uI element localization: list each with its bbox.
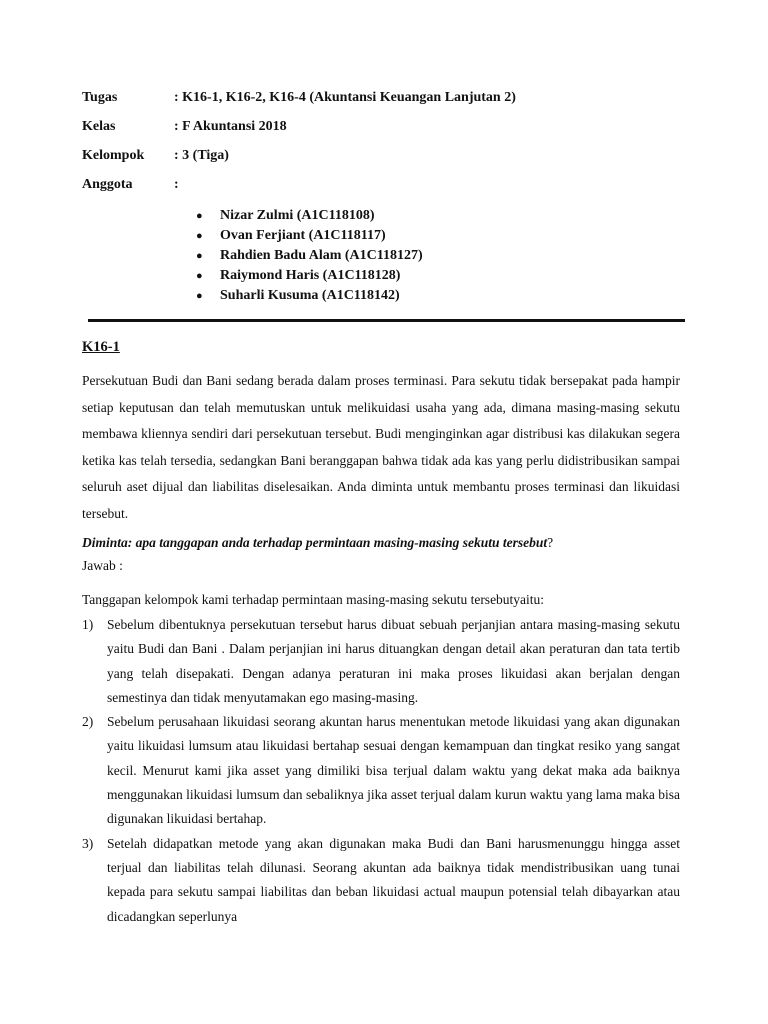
meta-value: : 3 (Tiga) [174, 148, 229, 163]
meta-label: Kelas [82, 119, 116, 134]
question-mark: ? [547, 535, 554, 550]
list-item [196, 246, 423, 266]
meta-row-tugas [82, 86, 722, 115]
meta-row-kelas [82, 115, 722, 144]
list-item [196, 226, 423, 246]
horizontal-divider [88, 319, 685, 322]
member-name: Ovan Ferjiant (A1C118117) [220, 228, 386, 243]
meta-value: : K16-1, K16-2, K16-4 (Akuntansi Keuangan Lanjutan 2) [174, 90, 516, 105]
member-name: Raiymond Haris (A1C118128) [220, 268, 401, 283]
meta-row-kelompok [82, 144, 722, 173]
bullet-icon: ● [196, 210, 203, 222]
bullet-icon: ● [196, 270, 203, 282]
bullet-icon: ● [196, 250, 203, 262]
member-name: Rahdien Badu Alam (A1C118127) [220, 248, 423, 263]
case-paragraph: Persekutuan Budi dan Bani sedang berada dalam proses terminasi. Para sekutu tidak bersepakat pada hampir setiap keputusan dan telah memutuskan untuk melikuidasi usaha yang ada, dimana masing-masing sekutu membawa kliennya sendiri dari persekutuan tersebut. Budi menginginkan agar distribusi kas dilakukan segera ketika kas telah tersedia, sedangkan Bani beranggapan bahwa tidak ada kas yang perlu didistribusikan sampai seluruh aset dijual dan liabilitas diselesaikan. Anda diminta untuk membantu proses terminasi dan likuidasi tersebut. [82, 373, 680, 521]
list-item [196, 286, 423, 306]
meta-label: Kelompok [82, 148, 145, 163]
assignment-meta [82, 86, 722, 202]
member-name: Nizar Zulmi (A1C118108) [220, 208, 375, 223]
meta-value: : [174, 177, 179, 192]
list-item [82, 613, 680, 710]
question-line [82, 532, 553, 554]
meta-label: Tugas [82, 90, 118, 105]
member-name: Suharli Kusuma (A1C118142) [220, 288, 400, 303]
item-number: 3) [82, 835, 94, 851]
meta-label: Anggota [82, 177, 133, 192]
list-item [82, 832, 680, 929]
list-item [82, 710, 680, 831]
answer-list [82, 613, 680, 929]
answer-intro: Tanggapan kelompok kami terhadap permintaan masing-masing sekutu tersebutyaitu: [82, 592, 545, 607]
section-heading: K16-1 [82, 339, 120, 355]
item-number: 1) [82, 617, 94, 632]
list-item [196, 266, 423, 286]
question-text: Diminta: apa tanggapan anda terhadap permintaan masing-masing sekutu tersebut [82, 535, 548, 550]
item-text: Sebelum dibentuknya persekutuan tersebut harus dibuat sebuah perjanjian antara masing-masing sekutu yaitu Budi dan Bani . Dalam perjanjian ini harus dituangkan dengan detail akan peraturan dan tata tertib yang telah disepakati. Dengan adanya peraturan ini maka proses likuidasi akan berjalan dengan semestinya dan tidak menyutamakan ego masing-masing. [107, 617, 680, 705]
item-number: 2) [82, 714, 94, 730]
bullet-icon: ● [196, 290, 203, 302]
meta-value: : F Akuntansi 2018 [174, 119, 287, 134]
item-text: Setelah didapatkan metode yang akan digunakan maka Budi dan Bani harusmenunggu hingga asset terjual dan liabilitas telah dilunasi. Seorang akuntan ada baiknya tidak mendistribusikan uang tunai kepada para sekutu sampai liabilitas dan beban likuidasi actual maupun potensial telah dibayarkan atau dicadangkan seperlunya [107, 835, 680, 924]
list-item [196, 206, 423, 226]
item-text: Sebelum perusahaan likuidasi seorang akuntan harus menentukan metode likuidasi yang akan digunakan yaitu likuidasi lumsum atau likuidasi bertahap sesuai dengan kemampuan dan tingkat resiko yang sangat kecil. Menurut kami jika asset yang dimiliki bisa terjual dalam waktu yang dekat maka ada baiknya menggunakan likuidasi lumsum dan sebaliknya jika asset terjual dalam kurun waktu yang lama maka bisa digunakan likuidasi bertahap. [107, 714, 680, 827]
member-list [196, 206, 423, 306]
answer-label: Jawab : [82, 558, 123, 573]
meta-row-anggota [82, 173, 722, 202]
bullet-icon: ● [196, 230, 203, 242]
